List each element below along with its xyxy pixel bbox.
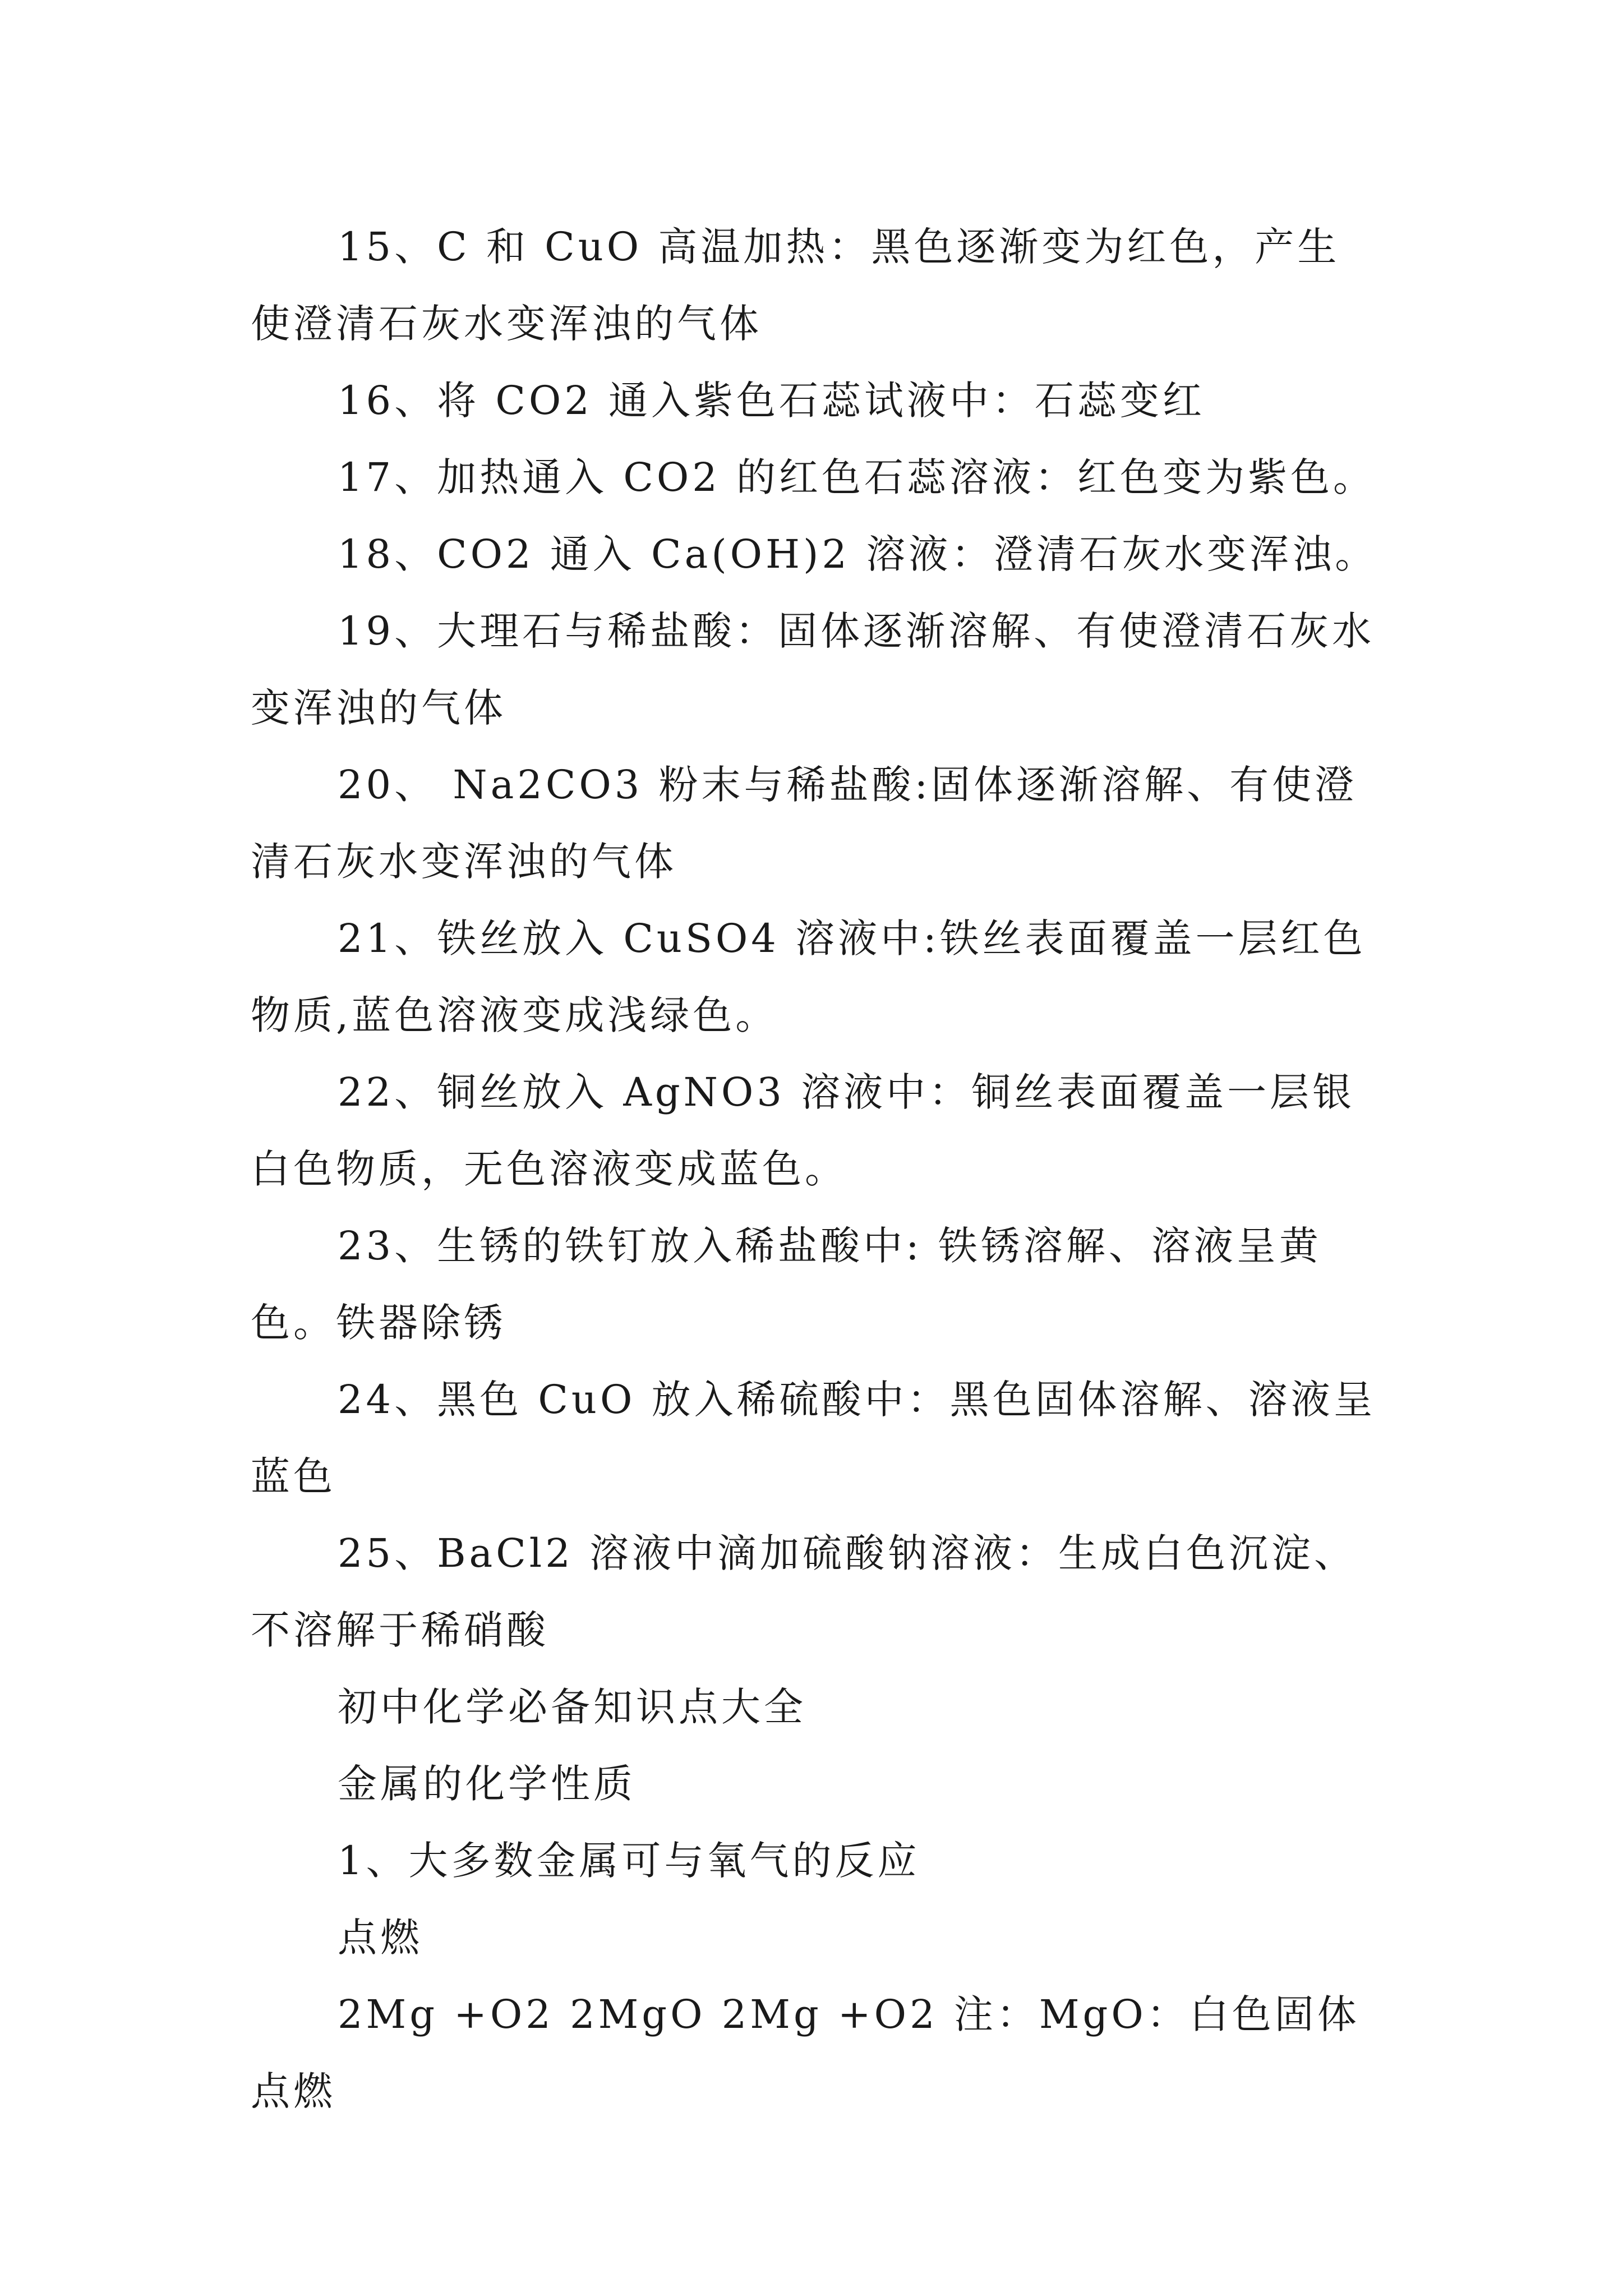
paragraph-16: 16、将 CO2 通入紫色石蕊试液中：石蕊变红	[338, 378, 1206, 424]
paragraph-23: 23、生锈的铁钉放入稀盐酸中: 铁锈溶解、溶液呈黄色。铁器除锈	[251, 1223, 1322, 1346]
paragraph-19: 19、大理石与稀盐酸：固体逐渐溶解、有使澄清石灰水变浑浊的气体	[251, 608, 1375, 731]
paragraph-24: 24、黑色 CuO 放入稀硫酸中：黑色固体溶解、溶液呈蓝色	[251, 1377, 1376, 1499]
list-item-1: 1、大多数金属可与氧气的反应	[338, 1838, 920, 1884]
paragraph-15: 15、C 和 CuO 高温加热：黑色逐渐变为红色，产生使澄清石灰水变浑浊的气体	[251, 224, 1340, 347]
reaction-equation: 2Mg +O2 2MgO 2Mg +O2 注：MgO：白色固体 点燃	[251, 1991, 1360, 2114]
paragraph-25: 25、BaCl2 溶液中滴加硫酸钠溶液：生成白色沉淀、不溶解于稀硝酸	[251, 1530, 1357, 1653]
paragraph-18: 18、CO2 通入 Ca(OH)2 溶液：澄清石灰水变浑浊。	[338, 531, 1378, 577]
paragraph-20: 20、 Na2CO3 粉末与稀盐酸:固体逐渐溶解、有使澄清石灰水变浑浊的气体	[251, 762, 1358, 885]
document-body	[251, 209, 1378, 2130]
section-heading: 初中化学必备知识点大全	[338, 1684, 806, 1730]
reaction-condition: 点燃	[338, 1915, 423, 1961]
paragraph-21: 21、铁丝放入 CuSO4 溶液中:铁丝表面覆盖一层红色物质,蓝色溶液变成浅绿色。	[251, 915, 1366, 1038]
paragraph-17: 17、加热通入 CO2 的红色石蕊溶液：红色变为紫色。	[338, 454, 1376, 500]
subsection-heading: 金属的化学性质	[338, 1761, 636, 1807]
paragraph-22: 22、铜丝放入 AgNO3 溶液中：铜丝表面覆盖一层银白色物质，无色溶液变成蓝色。	[251, 1069, 1355, 1192]
